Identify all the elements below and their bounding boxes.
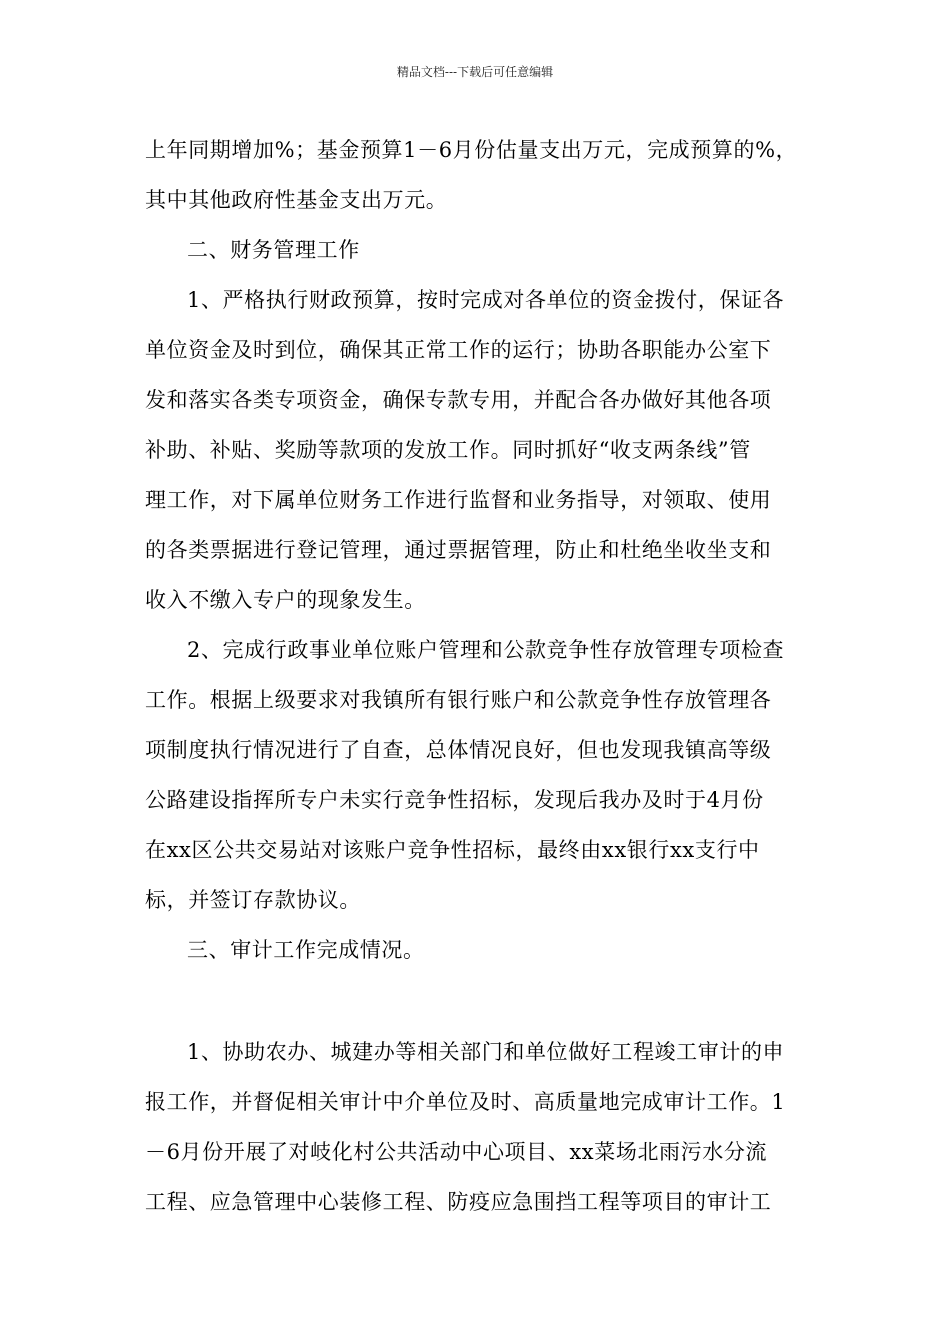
text-line-20: －6月份开展了对岐化村公共活动中心项目、xx菜场北雨污水分流 bbox=[145, 1140, 768, 1164]
text-line-12: 工作。根据上级要求对我镇所有银行账户和公款竞争性存放管理各 bbox=[145, 688, 772, 712]
text-line-13: 项制度执行情况进行了自查，总体情况良好，但也发现我镇高等级 bbox=[145, 738, 772, 762]
text-line-10: 收入不缴入专户的现象发生。 bbox=[145, 588, 426, 612]
text-line-14: 公路建设指挥所专户未实行竞争性招标，发现后我办及时于4月份 bbox=[145, 788, 764, 812]
text-line-5: 单位资金及时到位，确保其正常工作的运行；协助各职能办公室下 bbox=[145, 338, 772, 362]
section-heading-audit: 三、审计工作完成情况。 bbox=[187, 938, 425, 962]
text-line-6: 发和落实各类专项资金，确保专款专用，并配合各办做好其他各项 bbox=[145, 388, 772, 412]
text-line-2: 其中其他政府性基金支出万元。 bbox=[145, 188, 448, 212]
text-line-7: 补助、补贴、奖励等款项的发放工作。同时抓好“收支两条线”管 bbox=[145, 438, 751, 462]
text-line-21: 工程、应急管理中心装修工程、防疫应急围挡工程等项目的审计工 bbox=[145, 1190, 772, 1214]
text-line-16: 标，并签订存款协议。 bbox=[145, 888, 361, 912]
text-line-1: 上年同期增加%；基金预算1－6月份估量支出万元，完成预算的%， bbox=[145, 138, 798, 162]
text-line-9: 的各类票据进行登记管理，通过票据管理，防止和杜绝坐收坐支和 bbox=[145, 538, 772, 562]
text-line-19: 报工作，并督促相关审计中介单位及时、高质量地完成审计工作。1 bbox=[145, 1090, 786, 1114]
text-line-18: 1、协助农办、城建办等相关部门和单位做好工程竣工审计的申 bbox=[187, 1040, 785, 1064]
section-heading-finance: 二、财务管理工作 bbox=[187, 238, 360, 262]
text-line-11: 2、完成行政事业单位账户管理和公款竞争性存放管理专项检查 bbox=[187, 638, 785, 662]
text-line-15: 在xx区公共交易站对该账户竞争性招标，最终由xx银行xx支行中 bbox=[145, 838, 760, 862]
text-line-4: 1、严格执行财政预算，按时完成对各单位的资金拨付，保证各 bbox=[187, 288, 785, 312]
text-line-8: 理工作，对下属单位财务工作进行监督和业务指导，对领取、使用 bbox=[145, 488, 772, 512]
page-header: 精品文档---下载后可任意编辑 bbox=[396, 65, 554, 79]
